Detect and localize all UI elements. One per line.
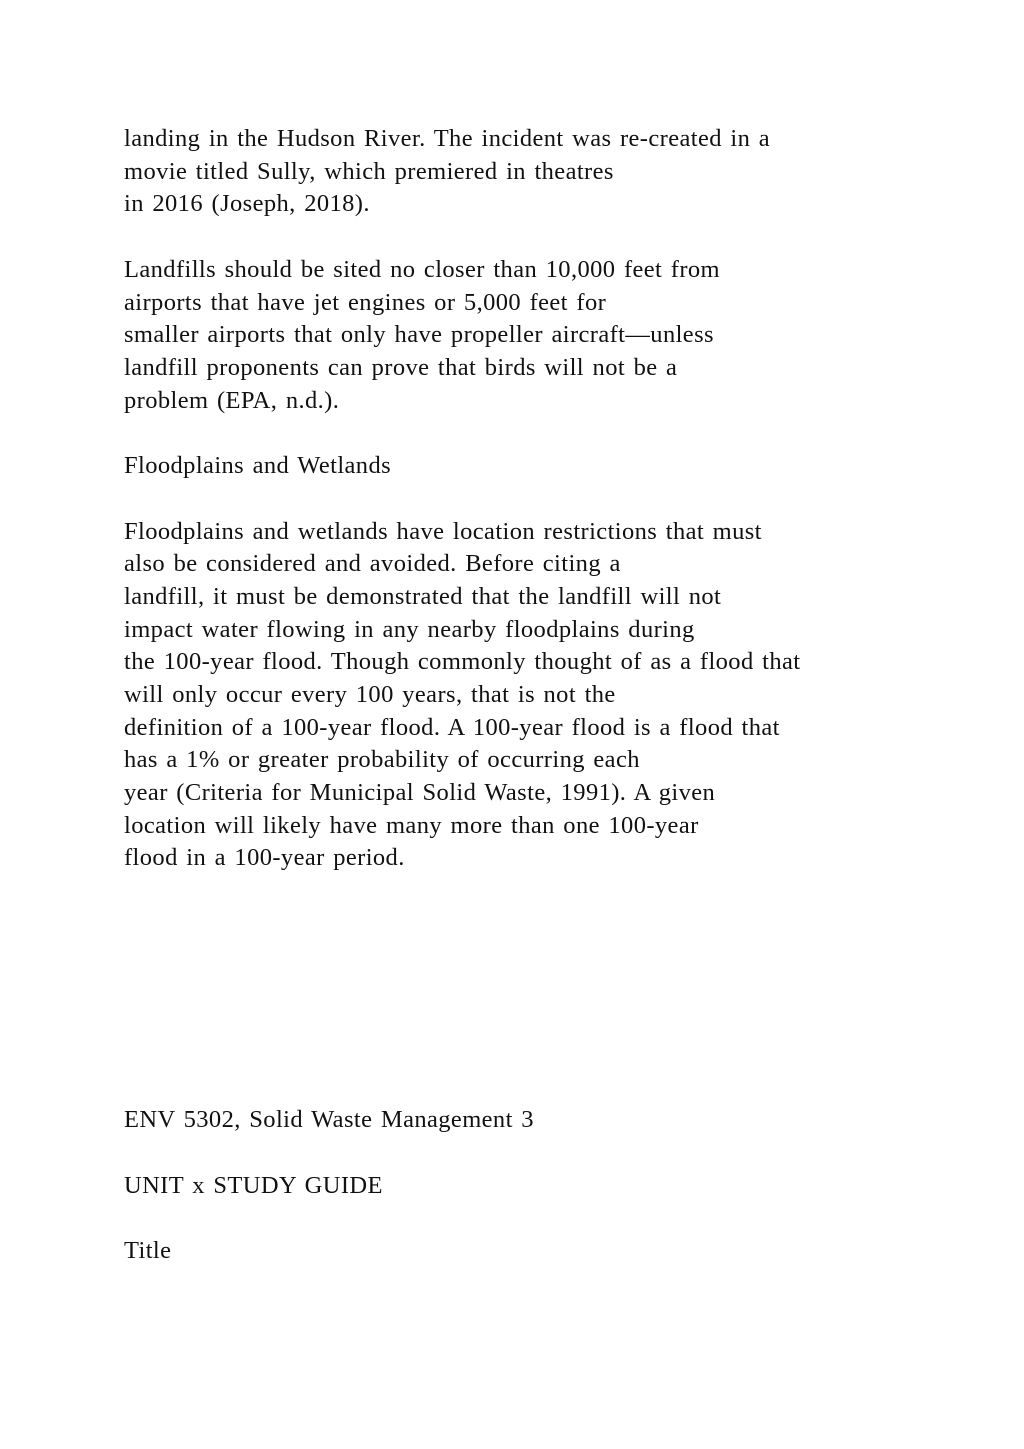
text-line: Landfills should be sited no closer than 10,000 feet from <box>124 256 721 283</box>
text-line: Floodplains and wetlands have location restrictions that must <box>124 518 762 545</box>
footer-course-line: ENV 5302, Solid Waste Management 3 <box>124 1106 534 1133</box>
text-line: the 100-year flood. Though commonly thought of as a flood that <box>124 648 801 675</box>
text-line: also be considered and avoided. Before citing a <box>124 550 621 577</box>
text-line: landfill proponents can prove that birds will not be a <box>124 354 678 381</box>
footer-title-line: Title <box>124 1237 172 1264</box>
text-line: movie titled Sully, which premiered in theatres <box>124 158 614 185</box>
text-line: location will likely have many more than one 100-year <box>124 812 699 839</box>
text-line: landing in the Hudson River. The incident was re-created in a <box>124 125 771 152</box>
text-line: year (Criteria for Municipal Solid Waste, 1991). A given <box>124 779 716 806</box>
text-line: smaller airports that only have propeller aircraft—unless <box>124 321 714 348</box>
text-line: flood in a 100-year period. <box>124 844 405 871</box>
text-line: definition of a 100-year flood. A 100-year flood is a flood that <box>124 714 780 741</box>
text-line: landfill, it must be demonstrated that the landfill will not <box>124 583 722 610</box>
footer-unit-line: UNIT x STUDY GUIDE <box>124 1172 383 1199</box>
text-line: problem (EPA, n.d.). <box>124 387 340 414</box>
text-line: has a 1% or greater probability of occurring each <box>124 746 640 773</box>
text-line: impact water flowing in any nearby floodplains during <box>124 616 695 643</box>
section-heading: Floodplains and Wetlands <box>124 452 392 479</box>
text-line: will only occur every 100 years, that is not the <box>124 681 616 708</box>
text-line: in 2016 (Joseph, 2018). <box>124 190 370 217</box>
text-line: airports that have jet engines or 5,000 feet for <box>124 289 607 316</box>
